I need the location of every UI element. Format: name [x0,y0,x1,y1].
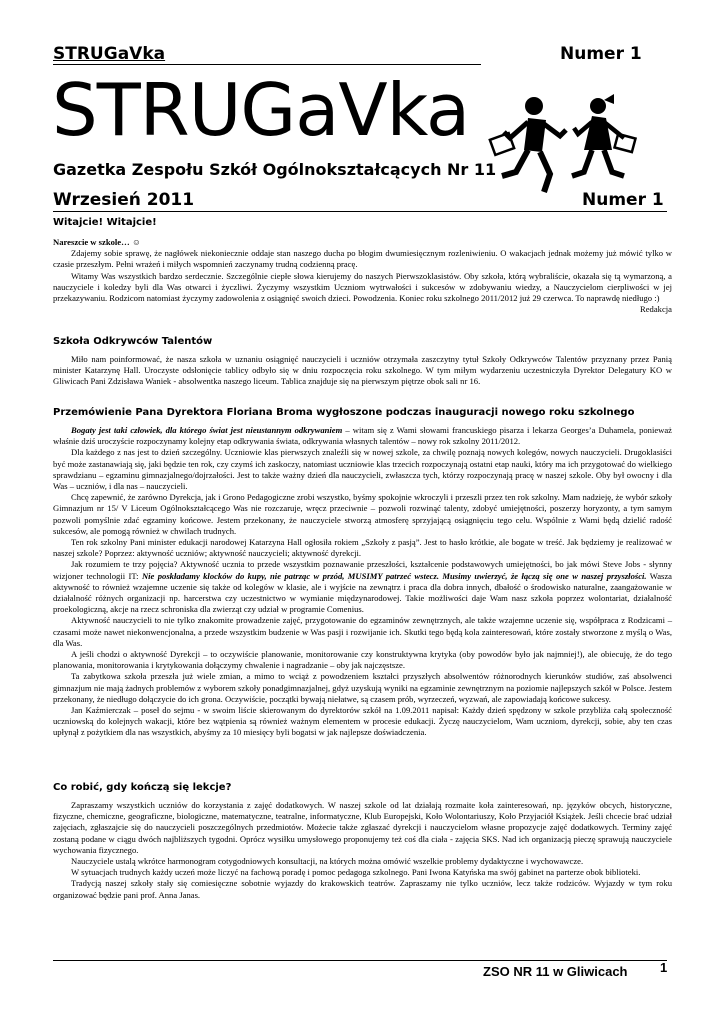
paragraph: Aktywność nauczycieli to nie tylko znakomite prowadzenie zajęć, przygotowanie do egzaminów zewnętrznych, ale także wzajemne uczenie się, współpraca z Rodzicami – czasami może nawet niekonwencjonalna, a przede wszystkim budzenie w Was pasji i rozwijanie ich. Skutki tego będą kola zainteresowań, które zostały stworzone z myślą o Was, dla Was. [53,615,672,648]
section-witajcie-lead: Nareszcie w szkole… ☺ [53,237,141,247]
paragraph: Chcę zapewnić, że zarówno Dyrekcja, jak i Grono Pedagogiczne zrobi wszystko, byśmy spokojnie wkroczyli i przeszli przez ten rok szkolny. Mam nadzieję, że wybór szkoły Gimnazjum nr 15/ V Liceum Ogólnokształcącego Was nie rozczaruje, wręcz przeciwnie – pozwoli rozwinąć talenty, zdobyć umiejętności, poszerzy horyzonty, a tym samym pozwoli pomyślnie zdać egzaminy końcowe. Jestem przekonany, że nauczyciele stworzą atmosferę sprzyjającą osiągnięciu tego celu. Wspólnie z Wami będą dzielić radość sukcesów, ale pomogą również w chwilach trudnych. [53,492,672,536]
section-lekcje-body [53,800,672,901]
paragraph: Nauczyciele ustalą wkrótce harmonogram cotygodniowych konsultacji, na których można omówić wszelkie problemy dydaktyczne i wychowawcze. [71,856,584,867]
header-number-small: Numer 1 [560,44,642,64]
paragraph: Witamy Was wszystkich bardzo serdecznie. Szczególnie ciepłe słowa kierujemy do naszych Pierwszoklasistów. Oby szkoła, którą wybraliście, okazała się tą wymarzoną, a nauczyciele i koledzy byli dla Was otwarci i życzliwi. Życzymy wszystkim Uczniom wytrwałości i sukcesów w zdobywaniu wiedzy, a Nauczycielom cierpliwości w jej przekazywaniu. Rodzicom natomiast życzymy zadowolenia z osiągnięć swoich dzieci. Powodzenia. Koniec roku szkolnego 2011/2012 już 29 czerwca. To naprawdę niedługo :) [53,270,672,304]
masthead-title: STRUGaVka [52,68,470,152]
paragraph: Zapraszamy wszystkich uczniów do korzystania z zajęć dodatkowych. W naszej szkole od lat działają rozmaite koła zainteresowań, np. języków obcych, historyczne, fizyczne, chemiczne, geograficzne, biologiczne, matematyczne, teatralne, informatyczne, Klub Europejski, Koło Wolontariuszy, Koło Przyjaciół Książek. Jeśli chcecie brać udział zajęciach, zgłaszajcie się do nauczycieli poszczególnych przedmiotów. Możecie także zgłaszać dyrekcji i nauczycielom własne propozycje zajęć dodatkowych. Terminy zajęć zostaną podane w ciągu dwóch najbliższych tygodni. Oprócz wysiłku umysłowego proponujemy też coś dla ciała - zajęcia SKS. Nad ich organizacją pieczę sprawują nauczyciele wychowania fizycznego. [53,800,672,855]
date-rule [53,211,667,212]
section-lekcje-heading: Co robić, gdy kończą się lekcje? [53,782,232,793]
running-students-logo-icon [488,92,638,200]
paragraph: Ta zabytkowa szkoła przeszła już wiele zmian, a mimo to wciąż z powodzeniem kształci przyszłych absolwentów różnorodnych kierunków studiów, zaś absolwenci gimnazjum nie mają żadnych problemów z wyborem szkoły ponadgimnazjalnej, gdyż uzyskują wyniki na egzaminie zewnętrznym na poziomie najlepszych szkół w Polsce. Jestem przekonany, że niedługo dołączycie do ich grona. Oczywiście, początki bywają niełatwe, są czasem prób, wyrzeczeń, wyzwań, ale zapowiadają końcowe sukcesy. [53,671,672,704]
newspaper-subtitle: Gazetka Zespołu Szkół Ogólnokształcących Nr 11 [53,160,497,179]
footer-school: ZSO NR 11 w Gliwicach [483,964,628,979]
paragraph: Miło nam poinformować, że nasza szkoła w uznaniu osiągnięć nauczycieli i uczniów otrzymała zaszczytny tytuł Szkoły Odkrywców Talentów przyznany przez Panią minister Katarzynę Hall. Uroczyste odsłonięcie tablicy odbyło się w dniu rozpoczęcia roku szkolnego. W tym miłym wydarzeniu uczestniczyła Dyrektor Delegatury KO w Gliwicach Pani Zdzisława Waniek - absolwentka naszego liceum. Tablica znajduje się na pierwszym piętrze obok sali nr 16. [53,354,672,387]
section-talenty-heading: Szkoła Odkrywców Talentów [53,336,213,347]
paragraph: Jan Kaźmierczak – poseł do sejmu - w swoim liście skierowanym do dyrektorów szkół na 1.09.2011 napisał: Każdy dzień spędzony w szkole przybliża całą społeczność uczniowską do kolejnych wakacji, które bez wątpienia są również ważnym elementem w procesie edukacji. Życzę nauczycielom, Wam uczniom, dyrekcji, sobie, aby ten czas upłynął z pożytkiem dla nas wszystkich, abyśmy za 10 miesięcy byli bogatsi w jak najlepsze doświadczenia. [53,705,672,738]
paragraph: W sytuacjach trudnych każdy uczeń może liczyć na fachową poradę i pomoc pedagoga szkolnego. Pani Iwona Katyńska ma swój gabinet na parterze obok biblioteki. [71,867,641,878]
page-number: 1 [660,960,668,975]
paragraph-text: Jak rozumiem te trzy pojęcia? Aktywność ucznia to przede wszystkim poznawanie przeszłości, kształcenie podstawowych umiejętności, bo jak mówi Steve Jobs - słynny wizjoner technologii IT: [53,559,672,581]
section-przemowienie-heading: Przemówienie Pana Dyrektora Floriana Broma wygłoszone podczas inauguracji nowego roku szkolnego [53,407,635,418]
section-talenty-body [53,354,672,388]
paragraph [53,559,672,615]
section-witajcie-body [53,237,672,315]
section-witajcie-heading: Witajcie! Witajcie! [53,217,157,228]
paragraph [53,425,672,447]
paragraph: Zdajemy sobie sprawę, że nagłówek niekoniecznie oddaje stan naszego ducha po błogim dwumiesięcznym rozleniwieniu. O wakacjach jednak możemy już mówić tylko w czasie przeszłym. Pełni wrażeń i miłych wspomnień zaczynamy trudną codzienną pracę. [53,248,672,270]
paragraph: Dla każdego z nas jest to dzień szczególny. Uczniowie klas pierwszych znaleźli się w nowej szkole, za chwilę poznają nowych kolegów, nowych nauczycieli. Drugoklasiści być może zastanawiają się, jaki będzie ten rok, czy czymś ich zaskoczy, natomiast uczniowie klas trzecich rozpoczynają ostatni etap nauki, który ma ich przygotować do wielkiego sprawdzianu – egzaminu gimnazjalnego/dojrzałości. Jest to także ważny dzień dla nauczycieli, zwłaszcza tych, którzy rozpoczynają pracę w naszej szkole. Oby był owocny i dla Was – uczniów, i dla nas – nauczycieli. [53,447,672,492]
issue-number: Numer 1 [582,190,664,210]
paragraph-text: – witam się z Wami słowami francuskiego pisarza i lekarza Georges’a Duhamela, ponieważ właśnie dziś uroczyście rozpoczynamy kolejny etap odkrywania świata, odkrywania własnych talentów – nowy rok szkolny 2011/2012. [53,425,673,447]
footer-rule [53,960,667,961]
paragraph: Tradycją naszej szkoły stały się comiesięczne sobotnie wyjazdy do krakowskich teatrów. Zapraszamy nie tylko uczniów, lecz także rodziców. Wyjazdy w tym roku organizować będzie pani prof. Anna Janas. [53,878,672,900]
issue-date: Wrzesień 2011 [53,190,195,210]
section-witajcie-signature: Redakcja [640,304,672,315]
paragraph-text: Wasza aktywność to również wzajemne uczenie się także od kolegów w klasie, ale i wyjście na zewnątrz i praca dla dobra innych, dbałość o środowisko naturalne, zaangażowanie w działalność różnych organizacji np. harcerstwa czy uczestnictwo w wymianie międzynarodowej. Takie możliwości daje Wam nasz szkoła poprzez wolontariat, działalność proekologiczną, akcje na rzecz schroniska dla zwierząt czy udział w programie Comenius. [53,570,673,615]
header-title-small: STRUGaVka [53,44,166,64]
header-rule [53,64,481,65]
paragraph: A jeśli chodzi o aktywność Dyrekcji – to oczywiście planowanie, monitorowanie czy konstruktywna krytyka (oby powodów było jak najmniej!), ale obiecuję, że do tego planowania, monitorowania i krytykowania dołączymy chwalenie i nagradzanie – oby jak najczęstsze. [53,649,672,671]
quote-italic: Nie poskładamy klocków do kupy, nie patrząc w przód, MUSIMY patrzeć wstecz. Musimy uwierzyć, że łączą się one w naszej przyszłości. [141,570,647,581]
paragraph: Ten rok szkolny Pani minister edukacji narodowej Katarzyna Hall ogłosiła rokiem „Szkoły z pasją”. Jest to hasło krótkie, ale bogate w treść. Jak będziemy je realizować w naszej szkole? Poprzez: aktywność uczniów; aktywność nauczycieli; aktywność dyrekcji. [53,537,672,559]
quote-italic: Bogaty jest taki człowiek, dla którego świat jest nieustannym odkrywaniem [71,425,343,435]
section-przemowienie-body [53,425,672,739]
